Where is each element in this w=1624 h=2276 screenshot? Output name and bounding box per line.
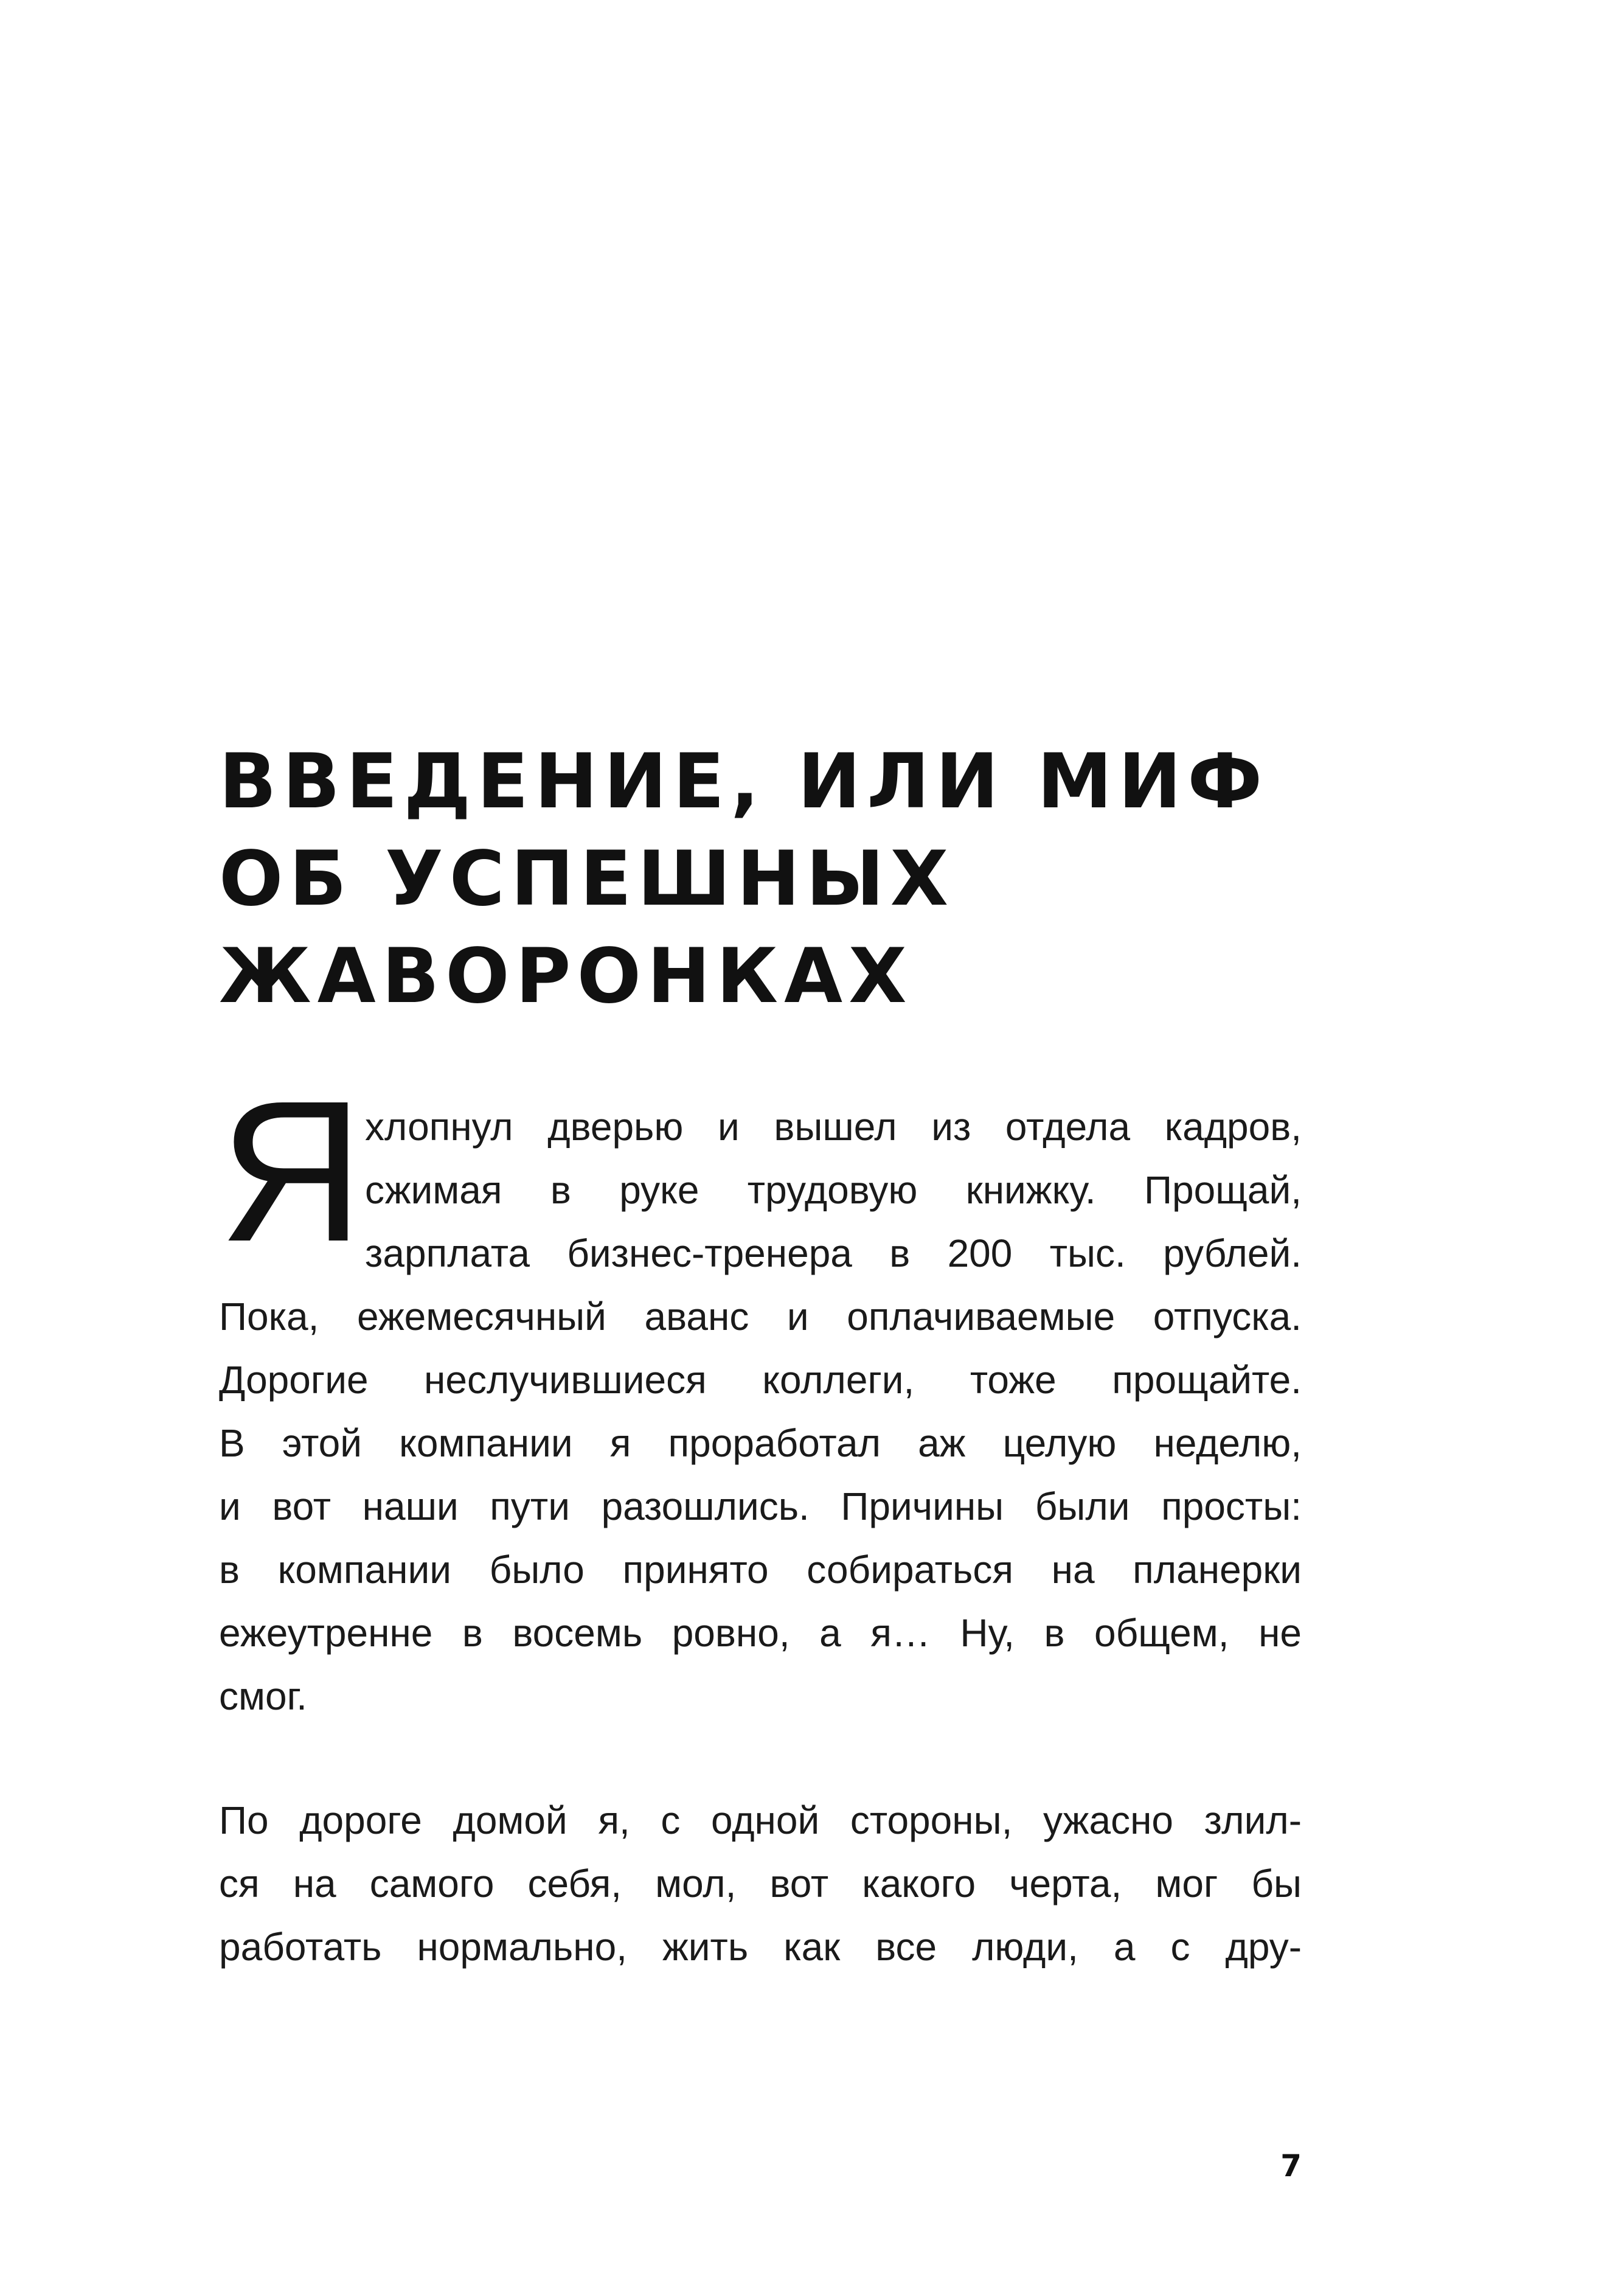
paragraph-1 xyxy=(219,1095,1302,1728)
chapter-title-line: ЖАВОРОНКАХ xyxy=(219,933,913,1020)
text-line: Дорогие неслучившиеся коллеги, тоже прощайте. xyxy=(219,1358,1302,1402)
chapter-title-line: ВВЕДЕНИЕ, ИЛИ МИФ xyxy=(219,738,1269,826)
text-line: ежеутренне в восемь ровно, а я… Ну, в общем, не xyxy=(219,1611,1302,1655)
drop-cap: Я xyxy=(219,1059,364,1283)
text-line: Пока, ежемесячный аванс и оплачиваемые отпуска. xyxy=(219,1295,1302,1338)
text-line: ся на самого себя, мол, вот какого черта, мог бы xyxy=(219,1862,1302,1905)
page-number: 7 xyxy=(1280,2148,1302,2184)
text-line: работать нормально, жить как все люди, а с дру- xyxy=(219,1925,1302,1969)
text-line: В этой компании я проработал аж целую неделю, xyxy=(219,1421,1302,1465)
chapter-title-line: ОБ УСПЕШНЫХ xyxy=(219,835,955,923)
text-line: хлопнул дверью и вышел из отдела кадров, xyxy=(365,1105,1302,1149)
text-line: смог. xyxy=(219,1674,307,1718)
text-line: По дороге домой я, с одной стороны, ужасно злил- xyxy=(219,1798,1302,1842)
chapter-title xyxy=(219,733,1375,1025)
text-line: в компании было принято собираться на планерки xyxy=(219,1548,1302,1592)
text-line: зарплата бизнес-тренера в 200 тыс. рублей. xyxy=(365,1231,1302,1275)
paragraph-2 xyxy=(219,1789,1302,1978)
text-line: и вот наши пути разошлись. Причины были просты: xyxy=(219,1484,1302,1528)
text-line: сжимая в руке трудовую книжку. Прощай, xyxy=(365,1168,1302,1212)
